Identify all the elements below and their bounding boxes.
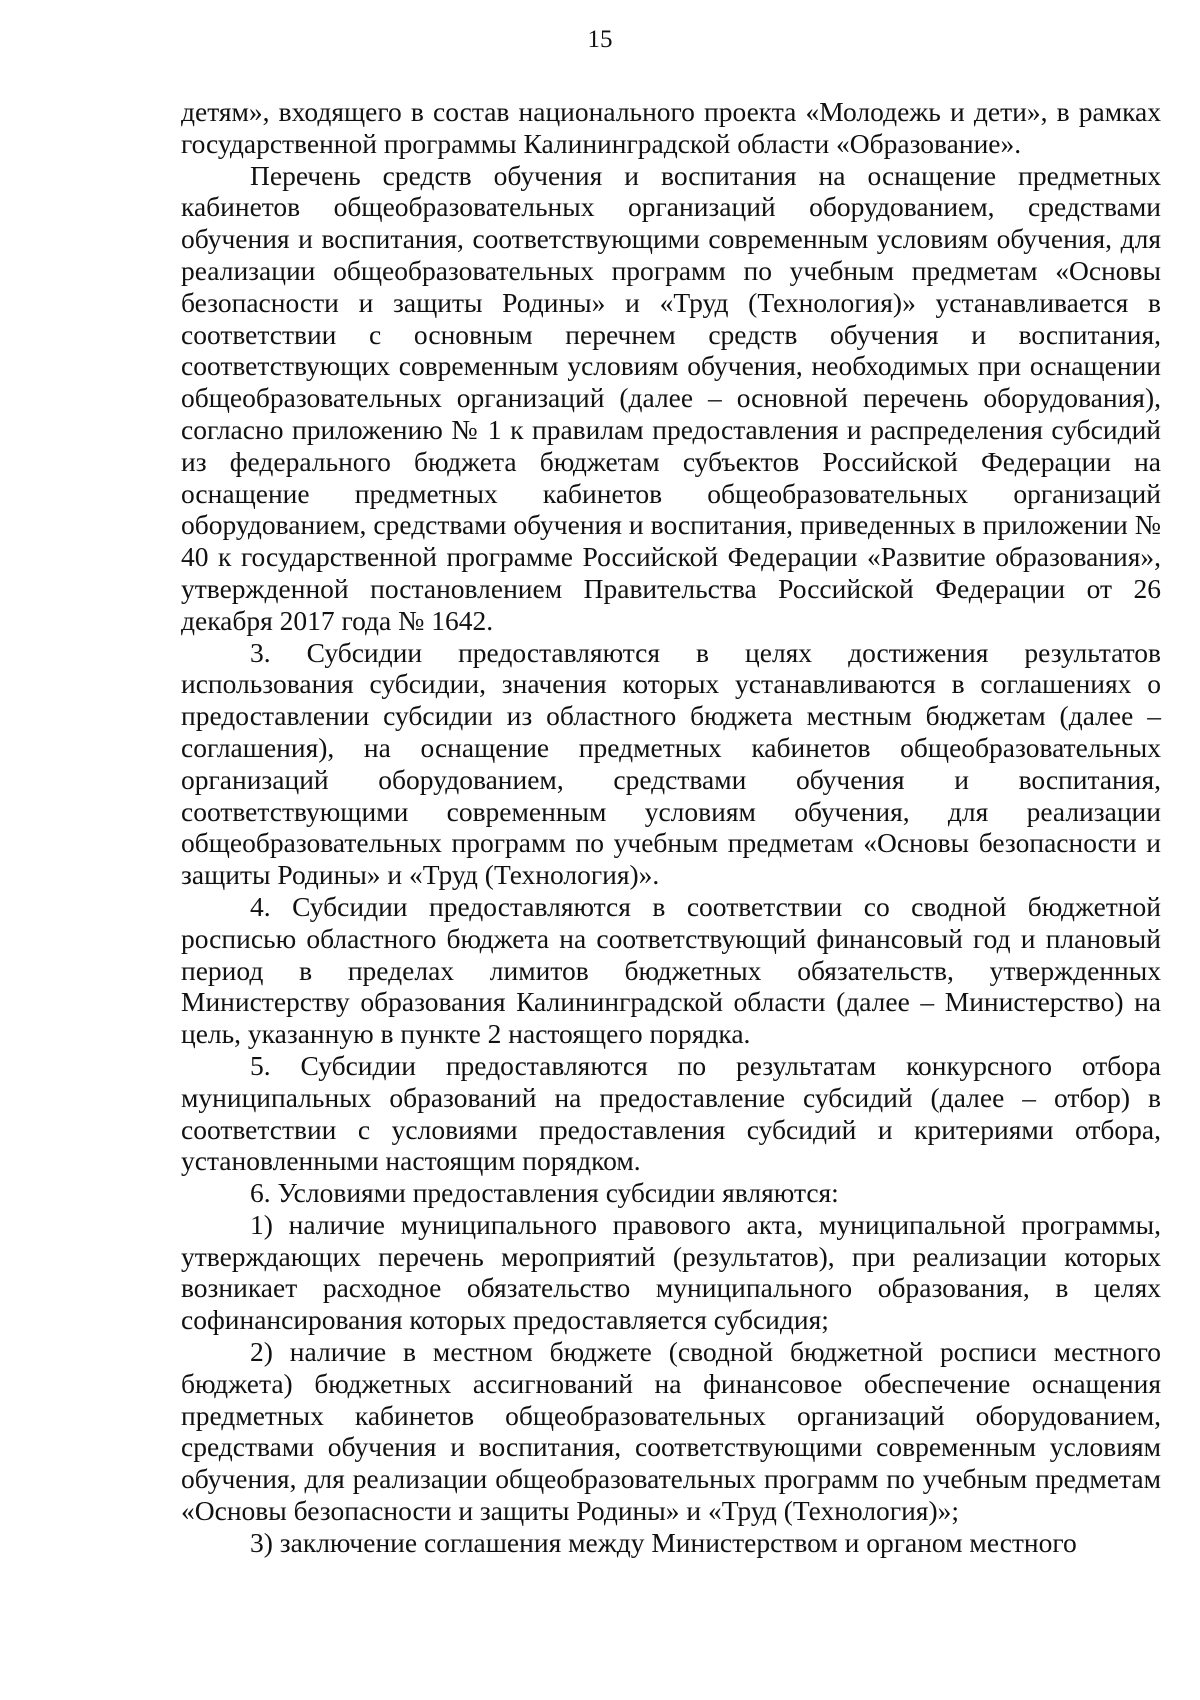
paragraph-continuation: детям», входящего в состав национального проекта «Молодежь и дети», в рамках государственной программы Калининградской области «Образование». xyxy=(181,96,1161,159)
paragraph-item-4: 4. Субсидии предоставляются в соответствии со сводной бюджетной росписью областного бюджета на соответствующий финансовый год и плановый период в пределах лимитов бюджетных обязательств, утвержденных Министерству образования Калининградской области (далее – Министерство) на цель, указанную в пункте 2 настоящего порядка. xyxy=(181,890,1161,1050)
paragraph-item-3: 3. Субсидии предоставляются в целях достижения результатов использования субсидии, значения которых устанавливаются в соглашениях о предоставлении субсидии из областного бюджета местным бюджетам (далее – соглашения), на оснащение предметных кабинетов общеобразовательных организаций оборудованием, средствами обучения и воспитания, соответствующими современным условиям обучения, для реализации общеобразовательных программ по учебным предметам «Основы безопасности и защиты Родины» и «Труд (Технология)». xyxy=(181,636,1161,891)
paragraph-subitem-1: 1) наличие муниципального правового акта, муниципальной программы, утверждающих перечень мероприятий (результатов), при реализации которых возникает расходное обязательство муниципального образования, в целях софинансирования которых предоставляется субсидия; xyxy=(181,1208,1161,1336)
paragraph-item-5: 5. Субсидии предоставляются по результатам конкурсного отбора муниципальных образований на предоставление субсидий (далее – отбор) в соответствии с условиями предоставления субсидий и критериями отбора, установленными настоящим порядком. xyxy=(181,1049,1161,1177)
document-body xyxy=(181,96,1161,1559)
paragraph-equipment-list: Перечень средств обучения и воспитания на оснащение предметных кабинетов общеобразовательных организаций оборудованием, средствами обучения и воспитания, соответствующими современным условиям обучения, для реализации общеобразовательных программ по учебным предметам «Основы безопасности и защиты Родины» и «Труд (Технология)» устанавливается в соответствии с основным перечнем средств обучения и воспитания, соответствующих современным условиям обучения, необходимых при оснащении общеобразовательных организаций (далее – основной перечень оборудования), согласно приложению № 1 к правилам предоставления и распределения субсидий из федерального бюджета бюджетам субъектов Российской Федерации на оснащение предметных кабинетов общеобразовательных организаций оборудованием, средствами обучения и воспитания, приведенных в приложении № 40 к государственной программе Российской Федерации «Развитие образования», утвержденной постановлением Правительства Российской Федерации от 26 декабря 2017 года № 1642. xyxy=(181,159,1161,636)
paragraph-subitem-2: 2) наличие в местном бюджете (сводной бюджетной росписи местного бюджета) бюджетных ассигнований на финансовое обеспечение оснащения предметных кабинетов общеобразовательных организаций оборудованием, средствами обучения и воспитания, соответствующими современным условиям обучения, для реализации общеобразовательных программ по учебным предметам «Основы безопасности и защиты Родины» и «Труд (Технология)»; xyxy=(181,1336,1161,1527)
paragraph-item-6: 6. Условиями предоставления субсидии являются: xyxy=(250,1177,839,1209)
paragraph-subitem-3: 3) заключение соглашения между Министерством и органом местного xyxy=(250,1526,1077,1558)
page-number: 15 xyxy=(587,26,613,53)
